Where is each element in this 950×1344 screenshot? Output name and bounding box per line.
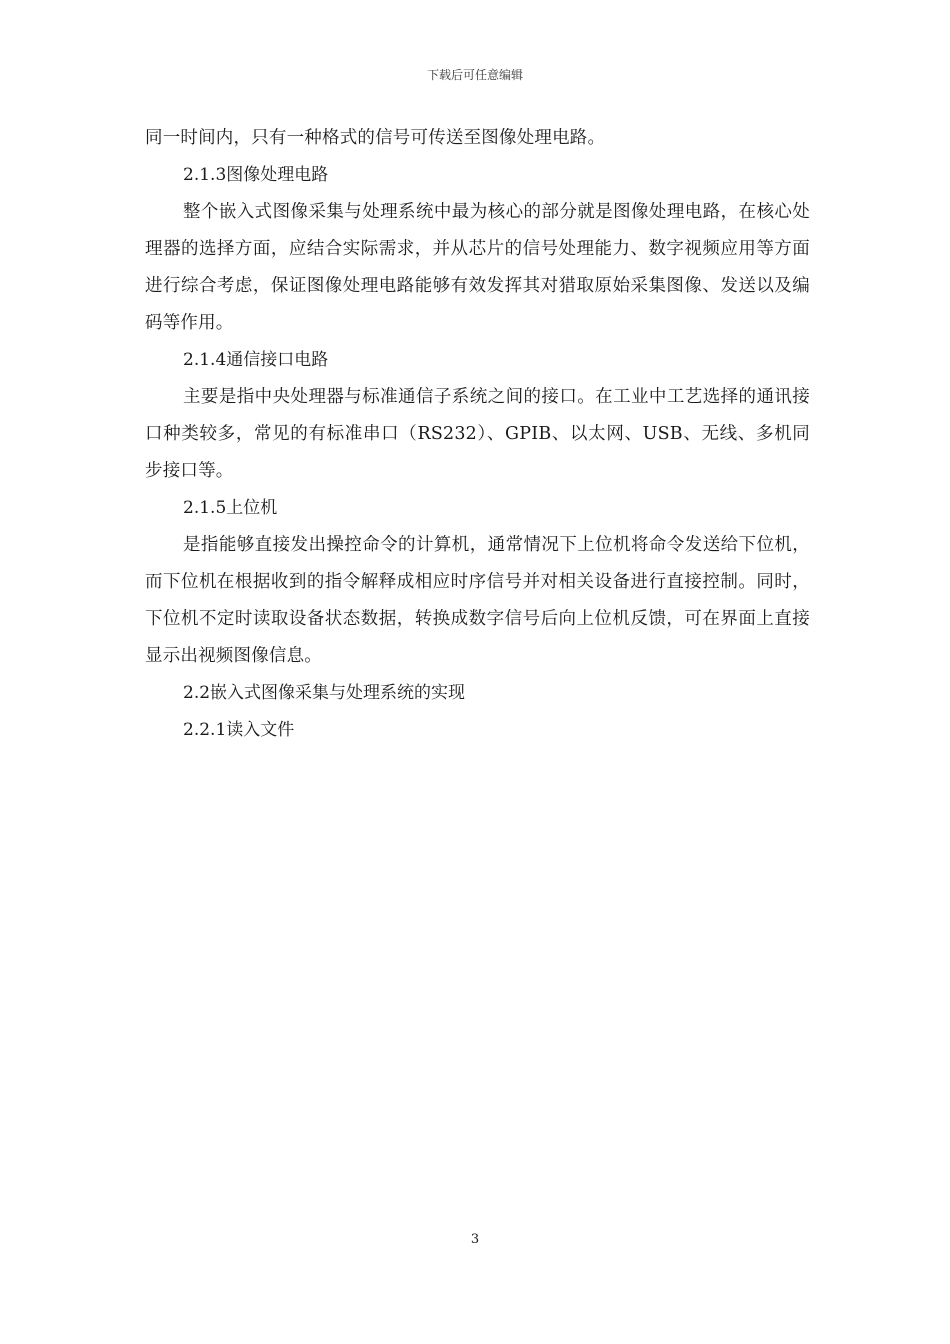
document-body [145, 120, 810, 749]
page-number: 3 [470, 1232, 480, 1247]
page-header: 下载后可任意编辑 [426, 68, 523, 82]
section-heading-2-2-1: 2.2.1读入文件 [183, 720, 295, 740]
paragraph-comm-interface: 主要是指中央处理器与标准通信子系统之间的接口。在工业中工艺选择的通讯接口种类较多，常见的有标准串口（RS232）、GPIB、以太网、USB、无线、多机同步接口等。 [145, 387, 810, 481]
section-heading-2-1-4: 2.1.4通信接口电路 [183, 350, 329, 370]
paragraph-host-computer: 是指能够直接发出操控命令的计算机，通常情况下上位机将命令发送给下位机，而下位机在根据收到的指令解释成相应时序信号并对相关设备进行直接控制。同时，下位机不定时读取设备状态数据，转换成数字信号后向上位机反馈，可在界面上直接显示出视频图像信息。 [145, 535, 810, 666]
section-heading-2-1-3: 2.1.3图像处理电路 [183, 165, 329, 185]
section-heading-2-1-5: 2.1.5上位机 [183, 498, 278, 518]
section-heading-2-2: 2.2嵌入式图像采集与处理系统的实现 [183, 683, 466, 703]
paragraph-continuation: 同一时间内，只有一种格式的信号可传送至图像处理电路。 [145, 128, 606, 148]
paragraph-image-processing: 整个嵌入式图像采集与处理系统中最为核心的部分就是图像处理电路，在核心处理器的选择方面，应结合实际需求，并从芯片的信号处理能力、数字视频应用等方面进行综合考虑，保证图像处理电路能够有效发挥其对猎取原始采集图像、发送以及编码等作用。 [145, 202, 810, 333]
